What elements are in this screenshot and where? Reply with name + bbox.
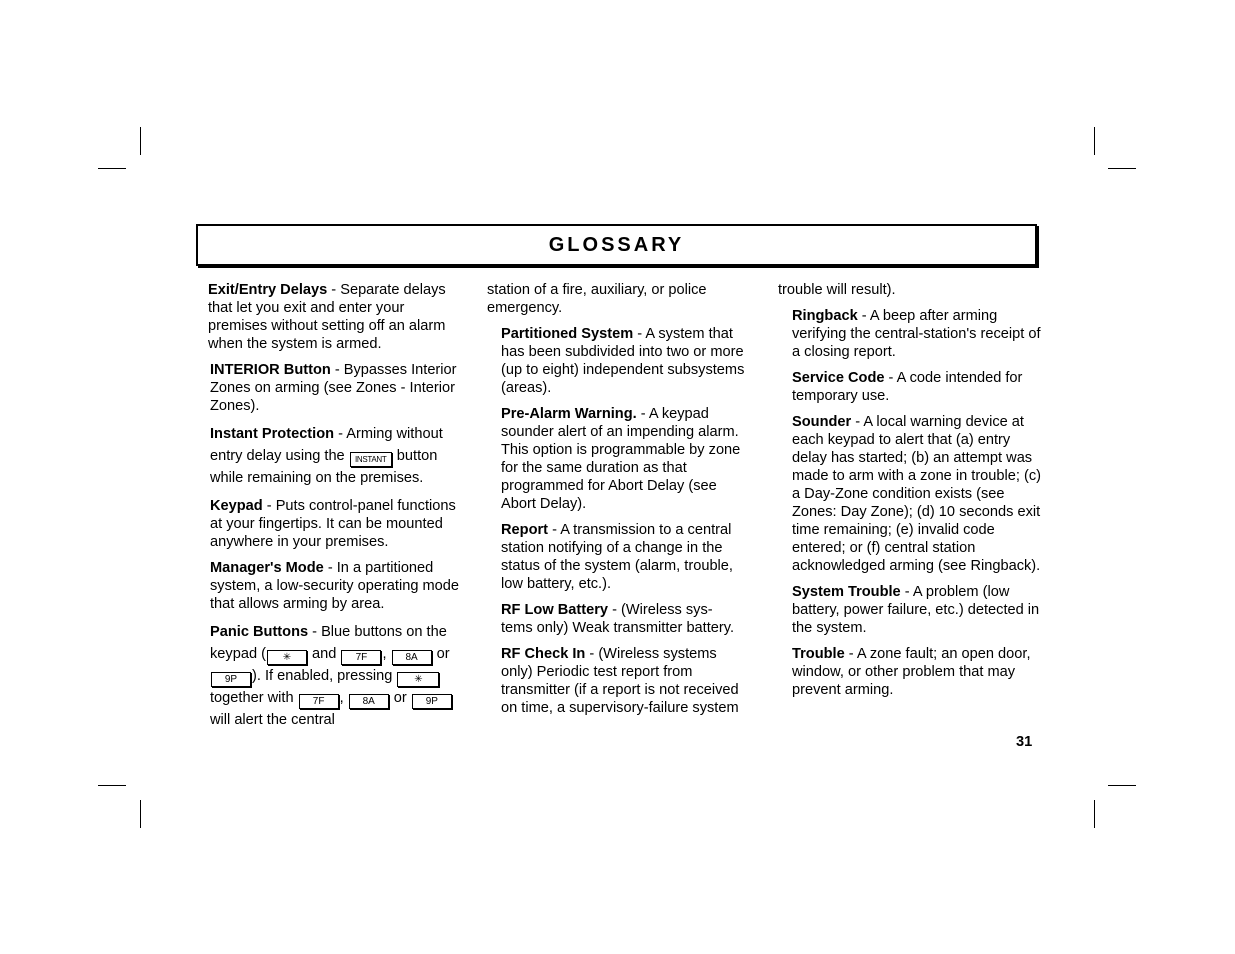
definition: - A problem (low battery, power failure, etc.) detected in the system. — [792, 584, 1040, 636]
definition: - A keypad sounder alert of an impending alarm. This option is programmable by zone for the same duration as that programmed for Abort Delay (see Abort Delay). — [501, 406, 741, 512]
entry-managers-mode — [196, 559, 461, 613]
definition: - (Wireless systems only) Periodic test report from transmitter (if a report is not received on time, a supervisory-failure system — [501, 646, 739, 716]
definition: or — [389, 690, 411, 706]
entry-pre-alarm-warning — [487, 405, 749, 513]
definition: - Arming without entry delay using the — [210, 426, 443, 464]
entry-continuation: trouble will result). — [778, 282, 896, 298]
term: Trouble — [792, 646, 845, 662]
entry-partitioned-system — [487, 325, 749, 397]
nine-p-key-icon: 9P — [412, 694, 452, 709]
instant-key-icon: INSTANT — [350, 452, 392, 467]
definition: together with — [210, 690, 298, 706]
definition: - In a partitioned system, a low-security operating mode that allows arming by area. — [210, 560, 460, 612]
term: RF Check In — [501, 646, 586, 662]
entry-trouble — [778, 645, 1042, 699]
glossary-title-box — [196, 224, 1037, 266]
term: Keypad — [210, 498, 263, 514]
star-key-icon: ✳ — [397, 672, 439, 687]
term: RF Low Battery — [501, 602, 609, 618]
eight-a-key-icon: 8A — [349, 694, 389, 709]
entry-continuation: station of a fire, auxiliary, or police emergency. — [487, 282, 707, 316]
crop-mark — [1094, 127, 1095, 155]
definition: - A zone fault; an open door, window, or other problem that may prevent arming. — [792, 646, 1031, 698]
definition: , — [382, 646, 387, 662]
entry-sounder — [778, 413, 1042, 575]
term: System Trouble — [792, 584, 901, 600]
nine-p-key-icon: 9P — [211, 672, 251, 687]
crop-mark — [140, 800, 141, 828]
seven-f-key-icon: 7F — [299, 694, 339, 709]
page-title: GLOSSARY — [548, 233, 685, 256]
crop-mark — [140, 127, 141, 155]
crop-mark — [1108, 168, 1136, 169]
term: Sounder — [792, 414, 852, 430]
crop-mark — [98, 785, 126, 786]
definition: button while remaining on the premises. — [210, 448, 438, 486]
term: Service Code — [792, 370, 885, 386]
term: Ringback — [792, 308, 858, 324]
definition: - A code intended for temporary use. — [792, 370, 1023, 404]
glossary-column-3 — [778, 281, 1042, 707]
crop-mark — [1108, 785, 1136, 786]
entry-report — [487, 521, 749, 593]
definition: tems only) Weak transmitter battery. — [501, 620, 735, 636]
definition: - (Wireless sys- — [608, 602, 713, 618]
entry-ringback — [778, 307, 1042, 361]
definition: or — [432, 646, 450, 662]
term: INTERIOR Button — [210, 362, 331, 378]
eight-a-key-icon: 8A — [392, 650, 432, 665]
definition: - Puts control-panel functions at your fingertips. It can be mounted anywhere in your premises. — [210, 498, 456, 550]
definition: and — [307, 646, 341, 662]
definition: , — [339, 690, 344, 706]
definition: - A transmission to a central station notifying of a change in the status of the system (alarm, trouble, low battery, etc.). — [501, 522, 733, 592]
term: Partitioned System — [501, 326, 634, 342]
crop-mark — [1094, 800, 1095, 828]
definition: - Separate delays that let you exit and enter your premises without setting off an alarm when the system is armed. — [208, 282, 446, 352]
entry-system-trouble — [778, 583, 1042, 637]
term: Instant Protection — [210, 426, 335, 442]
page-number: 31 — [1016, 734, 1033, 750]
entry-instant-protection — [196, 423, 461, 489]
term: Panic Buttons — [210, 624, 309, 640]
entry-exit-entry-delays — [196, 281, 461, 353]
entry-rf-check-in — [487, 645, 749, 717]
term: Pre-Alarm Warning. — [501, 406, 637, 422]
definition: ). If enabled, pressing — [252, 668, 397, 684]
entry-rf-low-battery — [487, 601, 749, 637]
definition: will alert the central — [210, 712, 335, 728]
entry-interior-button — [196, 361, 461, 415]
definition: - Bypasses Interior Zones on arming (see Zones - Interior Zones). — [210, 362, 457, 414]
entry-keypad — [196, 497, 461, 551]
seven-f-key-icon: 7F — [341, 650, 381, 665]
definition: - A system that has been subdivided into two or more (up to eight) independent subsystems (areas). — [501, 326, 745, 396]
term: Exit/Entry Delays — [208, 282, 328, 298]
star-key-icon: ✳ — [267, 650, 307, 665]
term: Manager's Mode — [210, 560, 324, 576]
glossary-column-1 — [196, 281, 461, 739]
term: Report — [501, 522, 549, 538]
crop-mark — [98, 168, 126, 169]
entry-service-code — [778, 369, 1042, 405]
definition: - Blue buttons on the keypad ( — [210, 624, 447, 662]
entry-panic-buttons — [196, 621, 461, 731]
glossary-column-2 — [487, 281, 749, 725]
definition: - A beep after arming verifying the central-station's receipt of a closing report. — [792, 308, 1041, 360]
definition: - A local warning device at each keypad to alert that (a) entry delay has started; (b) an attempt was made to arm with a zone in trouble; (c) a Day-Zone condition exists (see Zones: Day Zone); (d) 10 seconds exit time remaining; (e) invalid code entered; or (f) central station acknowledged arming (see Ringback). — [792, 414, 1042, 574]
